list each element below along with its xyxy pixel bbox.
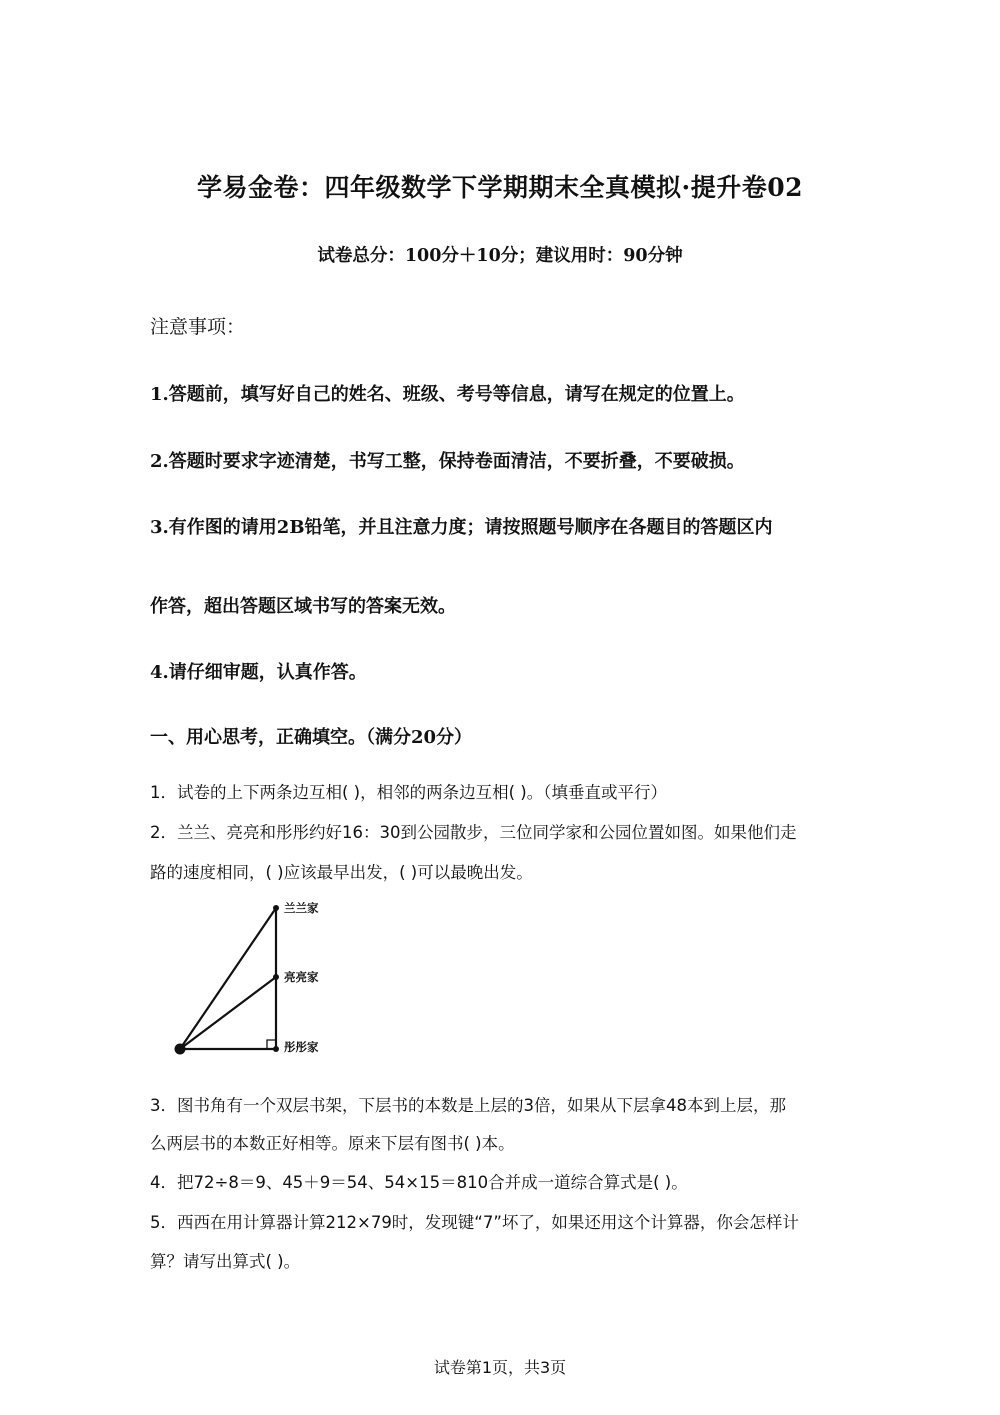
notice-item-3: 3.有作图的请用2B铅笔，并且注意力度；请按照题号顺序在各题目的答题区内 [150,517,773,538]
park-dot [175,1044,186,1055]
section-heading: 一、用心思考，正确填空。（满分20分） [150,727,473,748]
question-1: 1．试卷的上下两条边互相( )，相邻的两条边互相( )。（填垂直或平行） [150,783,667,802]
notice-item-3-cont: 作答，超出答题区域书写的答案无效。 [150,596,456,617]
notice-heading: 注意事项： [150,316,246,338]
location-diagram [165,895,345,1065]
label-lanlan: 兰兰家 [284,901,319,915]
page-footer: 试卷第1页，共3页 [433,1358,567,1377]
notice-item-2: 2.答题时要求字迹清楚，书写工整，保持卷面清洁，不要折叠，不要破损。 [150,451,745,472]
notice-item-1: 1.答题前，填写好自己的姓名、班级、考号等信息，请写在规定的位置上。 [150,384,745,405]
question-3-cont: 么两层书的本数正好相等。原来下层有图书( )本。 [150,1134,515,1153]
question-5: 5．西西在用计算器计算212×79时，发现键“7”坏了，如果还用这个计算器，你会怎样计 [150,1213,799,1232]
lanlan-dot [273,905,279,911]
question-5-cont: 算？请写出算式( )。 [150,1252,301,1271]
question-2-cont: 路的速度相同，( )应该最早出发，( )可以最晚出发。 [150,863,533,882]
label-tongtong: 彤彤家 [284,1040,319,1054]
exam-info: 试卷总分：100分＋10分；建议用时：90分钟 [317,246,683,266]
tongtong-dot [273,1046,279,1052]
page-title: 学易金卷：四年级数学下学期期末全真模拟·提升卷02 [197,173,803,202]
path-to-lanlan [180,908,276,1049]
path-to-liangliang [180,977,276,1049]
question-3: 3．图书角有一个双层书架，下层书的本数是上层的3倍，如果从下层拿48本到上层，那 [150,1096,786,1115]
label-liangliang: 亮亮家 [284,970,319,984]
liangliang-dot [273,974,279,980]
question-4: 4．把72÷8＝9、45＋9＝54、54×15＝810合并成一道综合算式是( )。 [150,1173,688,1192]
question-2: 2．兰兰、亮亮和彤彤约好16：30到公园散步，三位同学家和公园位置如图。如果他们走 [150,823,797,842]
notice-item-4: 4.请仔细审题，认真作答。 [150,662,367,683]
